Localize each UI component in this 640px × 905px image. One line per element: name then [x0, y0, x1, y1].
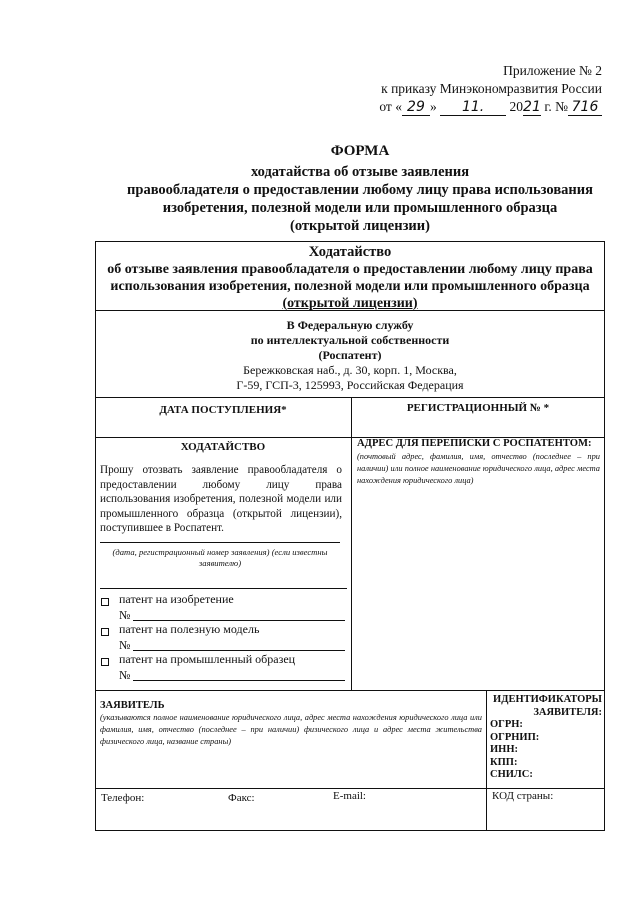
option-utility-model-label: патент на полезную модель: [119, 622, 260, 636]
reg-number-label: РЕГИСТРАЦИОННЫЙ № *: [406, 402, 550, 414]
divider: [351, 397, 352, 690]
identifiers-block: ИДЕНТИФИКАТОРЫ ЗАЯВИТЕЛЯ: ОГРН: ОГРНИП: ИНН: КПП: СНИЛС:: [490, 694, 602, 780]
order-year: 21: [523, 99, 541, 115]
divider: [100, 588, 347, 589]
option-industrial-design-label: патент на промышленный образец: [119, 652, 296, 666]
fax-label: Факс:: [228, 792, 255, 804]
fill-line: [100, 542, 340, 543]
order-number: 716: [568, 100, 602, 116]
option-invention-label: патент на изобретение: [119, 592, 234, 606]
kpp-label: КПП:: [490, 756, 518, 768]
checkbox-invention[interactable]: [101, 598, 109, 606]
petition-text: Прошу отозвать заявление правообладателя о предоставлении любому лицу права использования изобретения, полезной модели или промышленного образца (открытой лицензии), поступившее в Роспатент.: [100, 464, 342, 534]
option-invention-number-label: №: [119, 608, 131, 622]
applicant-hint: (указываются полное наименование юридического лица, адрес места нахождения юридического лица или фамилия, имя, отчество (последнее – при наличии) физического лица и адрес места жительства физического лица, название страны): [100, 713, 482, 746]
option-industrial-design-number-label: №: [119, 668, 131, 682]
appendix-order-date: от « 29 » 11. 2021 г. № 716: [352, 98, 602, 116]
applicant-heading: ЗАЯВИТЕЛЬ: [100, 700, 165, 711]
address-hint: (почтовый адрес, фамилия, имя, отчество (последнее – при наличии) или полное наименование юридического лица, адрес места нахождения юридического лица): [357, 452, 600, 485]
invention-number-field[interactable]: [133, 620, 345, 621]
divider: [95, 690, 605, 691]
divider: [95, 397, 605, 398]
frame-header: Ходатайство об отзыве заявления правообладателя о предоставлении любому лицу права использования изобретения, полезной модели или промышленного образца (открытой лицензии): [107, 244, 593, 311]
checkbox-industrial-design[interactable]: [101, 658, 109, 666]
appendix-block: [352, 62, 602, 116]
petition-heading: ХОДАТАЙСТВО: [180, 441, 266, 453]
checkbox-utility-model[interactable]: [101, 628, 109, 636]
divider: [486, 690, 487, 831]
phone-label: Телефон:: [101, 792, 145, 804]
option-utility-model-number-label: №: [119, 638, 131, 652]
ogrnip-label: ОГРНИП:: [490, 731, 540, 743]
petition-hint: (дата, регистрационный номер заявления) (если известны заявителю): [112, 547, 328, 568]
divider: [95, 788, 605, 789]
snils-label: СНИЛС:: [490, 769, 533, 780]
utility-model-number-field[interactable]: [133, 650, 345, 651]
industrial-design-number-field[interactable]: [133, 680, 345, 681]
date-received-label: ДАТА ПОСТУПЛЕНИЯ*: [159, 404, 287, 416]
address-heading: АДРЕС ДЛЯ ПЕРЕПИСКИ С РОСПАТЕНТОМ:: [357, 438, 592, 449]
appendix-title: Приложение № 2: [503, 63, 602, 78]
order-month: 11.: [440, 100, 506, 116]
inn-label: ИНН:: [490, 744, 518, 755]
email-label: E-mail:: [333, 790, 366, 802]
appendix-order-ref: к приказу Минэкономразвития России: [381, 81, 602, 96]
ogrn-label: ОГРН:: [490, 719, 523, 730]
form-title: ходатайства об отзыве заявления правообладателя о предоставлении любому лицу права использования изобретения, полезной модели или промышленного образца (открытой лицензии): [127, 164, 593, 234]
recipient-block: В Федеральную службу по интеллектуальной собственности (Роспатент) Бережковская наб., д. 30, корп. 1, Москва, Г-59, ГСП-3, 125993, Российская Федерация: [236, 318, 464, 392]
order-day: 29: [402, 100, 430, 116]
form-title-word: ФОРМА: [330, 143, 390, 159]
country-code-label: КОД страны:: [492, 790, 554, 802]
